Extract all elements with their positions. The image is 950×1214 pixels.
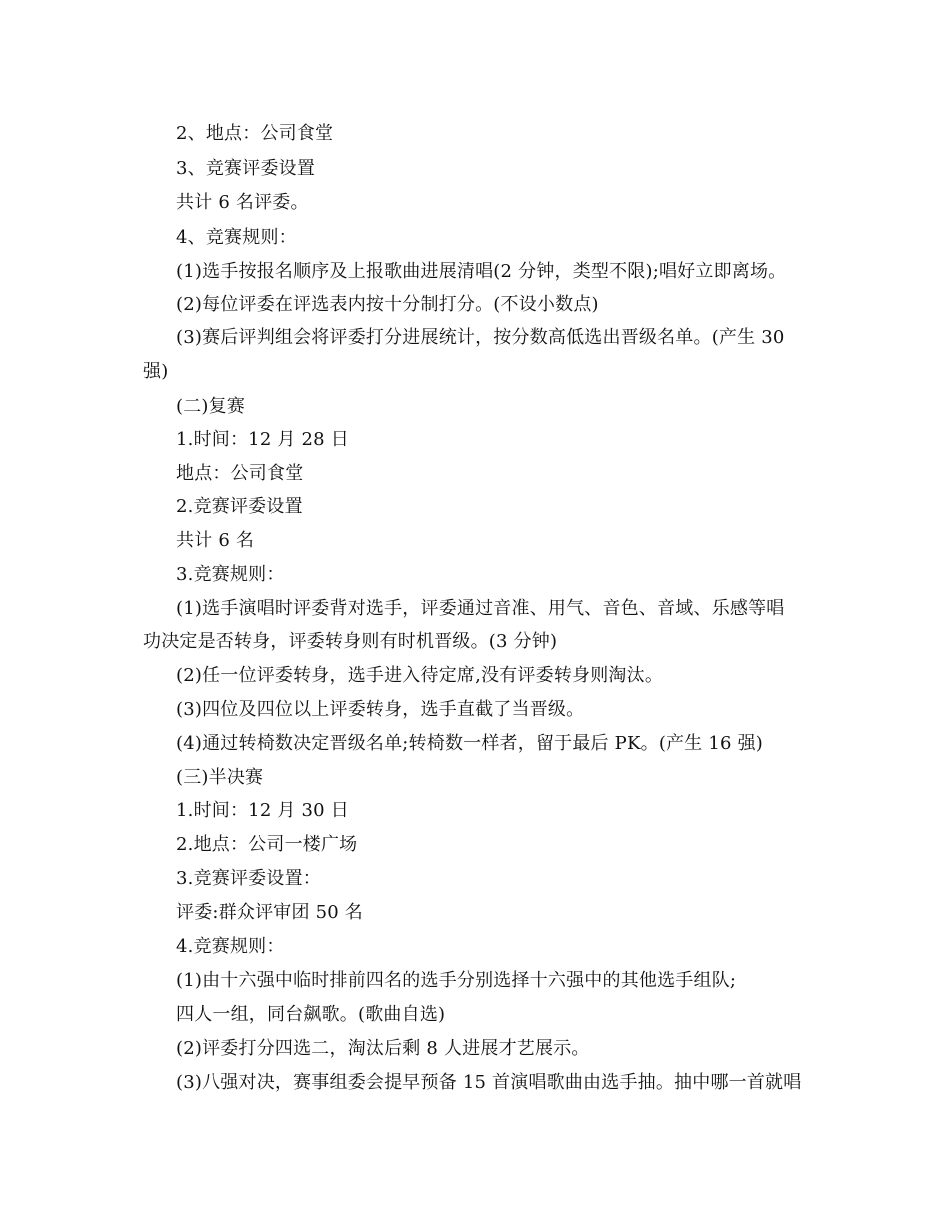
section-heading: (三)半决赛 xyxy=(176,767,264,788)
text-line: (1)选手演唱时评委背对选手，评委通过音准、用气、音色、音域、乐感等唱 xyxy=(176,598,785,619)
text-line: 3.竞赛评委设置： xyxy=(176,868,321,889)
text-line: (2)评委打分四选二，淘汰后剩 8 人进展才艺展示。 xyxy=(176,1038,590,1059)
text-line: (1)选手按报名顺序及上报歌曲进展清唱(2 分钟，类型不限);唱好立即离场。 xyxy=(176,261,787,282)
text-line: 功决定是否转身，评委转身则有时机晋级。(3 分钟) xyxy=(143,631,558,652)
text-line: 强) xyxy=(143,361,169,382)
text-line: 2.地点：公司一楼广场 xyxy=(176,834,358,855)
text-line: 1.时间：12 月 30 日 xyxy=(176,800,349,821)
text-line: (4)通过转椅数决定晋级名单;转椅数一样者，留于最后 PK。(产生 16 强) xyxy=(176,733,764,754)
text-line: 4、竞赛规则： xyxy=(176,227,297,248)
text-line: 3.竞赛规则： xyxy=(176,564,285,585)
text-line: 4.竞赛规则： xyxy=(176,936,285,957)
text-line: (2)每位评委在评选表内按十分制打分。(不设小数点) xyxy=(176,294,599,315)
text-line: (2)任一位评委转身，选手进入待定席,没有评委转身则淘汰。 xyxy=(176,665,664,686)
text-line: (3)四位及四位以上评委转身，选手直截了当晋级。 xyxy=(176,699,585,720)
text-line: (3)八强对决，赛事组委会提早预备 15 首演唱歌曲由选手抽。抽中哪一首就唱 xyxy=(176,1072,802,1093)
text-line: 1.时间：12 月 28 日 xyxy=(176,429,349,450)
text-line: 评委:群众评审团 50 名 xyxy=(176,902,364,923)
text-line: 2.竞赛评委设置 xyxy=(176,496,303,517)
text-line: 四人一组，同台飙歌。(歌曲自选) xyxy=(176,1004,446,1025)
text-line: 3、竞赛评委设置 xyxy=(176,158,316,179)
text-line: (1)由十六强中临时排前四名的选手分别选择十六强中的其他选手组队; xyxy=(176,970,737,991)
text-line: 2、地点：公司食堂 xyxy=(176,123,334,144)
text-line: 共计 6 名评委。 xyxy=(176,192,309,213)
section-heading: (二)复赛 xyxy=(176,396,246,417)
text-line: 地点：公司食堂 xyxy=(176,463,304,484)
text-line: 共计 6 名 xyxy=(176,530,255,551)
text-line: (3)赛后评判组会将评委打分进展统计，按分数高低选出晋级名单。(产生 30 xyxy=(176,327,785,348)
